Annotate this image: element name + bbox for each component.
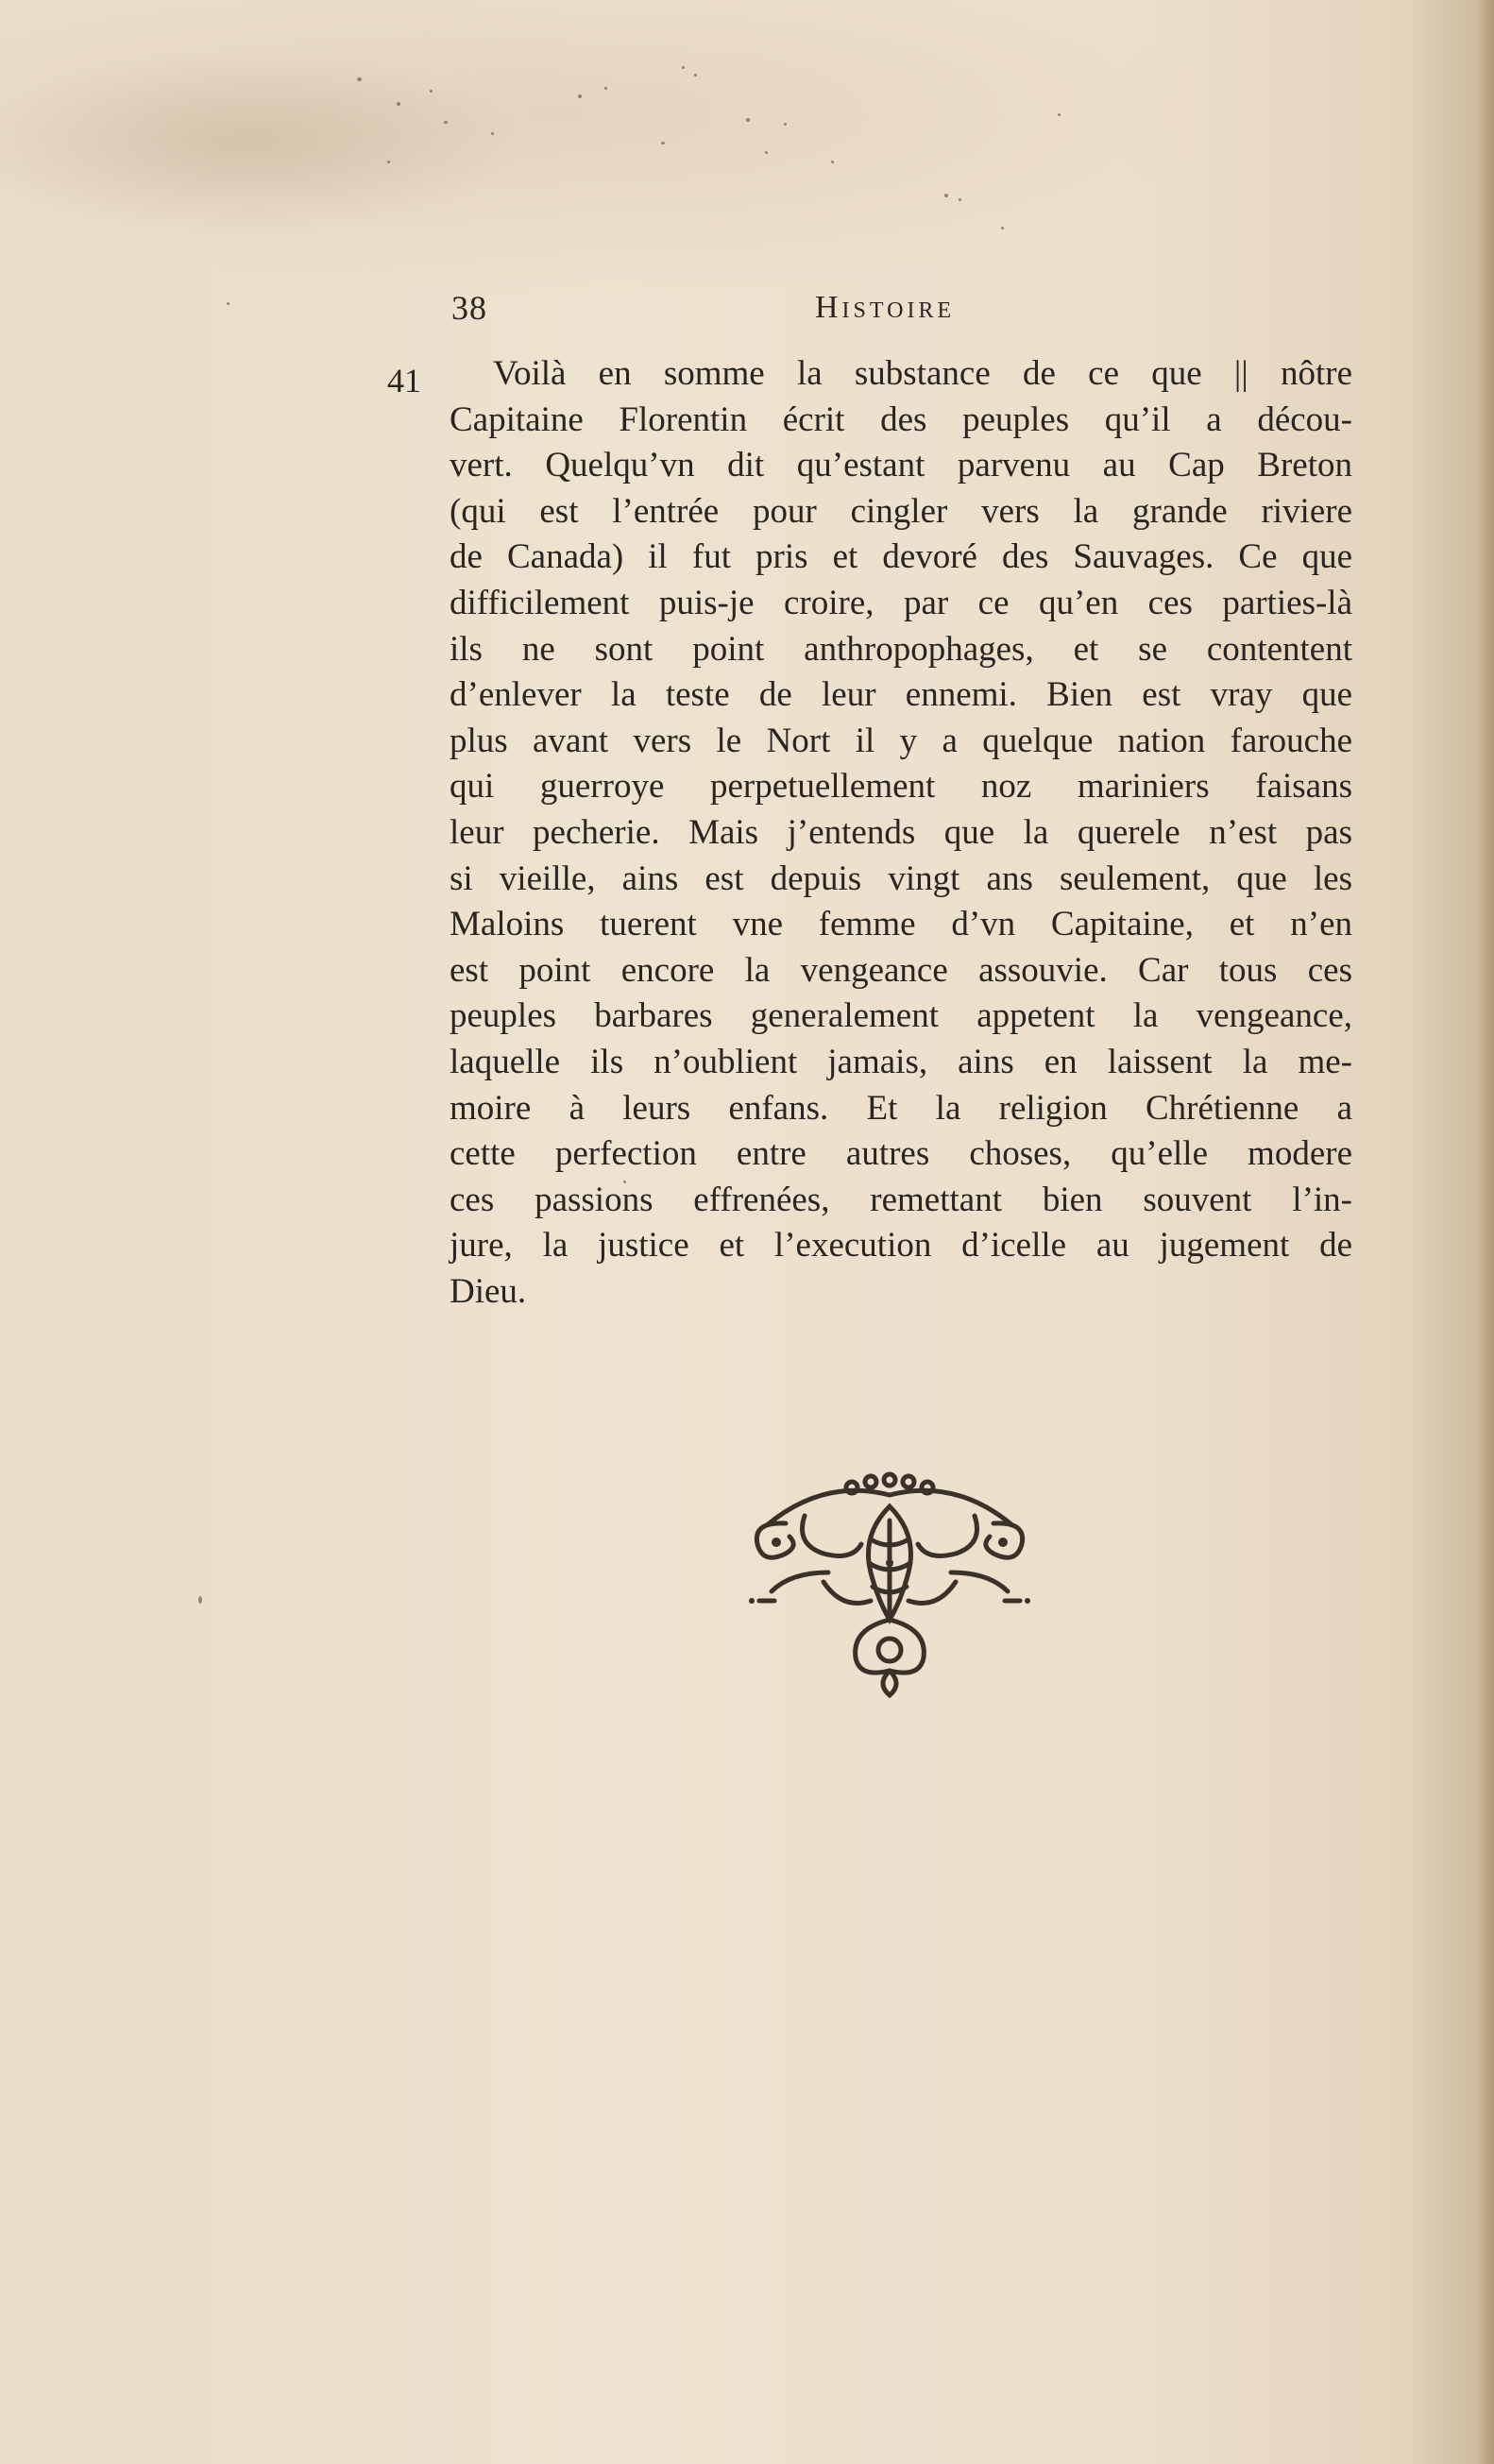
text-line: difficilement puis-je croire, par ce qu’en ces parties-là — [450, 583, 1352, 622]
text-line: ils ne sont point anthropophages, et se contentent — [450, 629, 1352, 669]
margin-note: 41 — [387, 362, 421, 399]
body-paragraph — [450, 351, 1352, 1315]
text-line: peuples barbares generalement appetent la vengeance, — [450, 996, 1352, 1036]
text-line: plus avant vers le Nort il y a quelque nation farouche — [450, 721, 1352, 760]
page-edge-shadow — [1477, 0, 1494, 2464]
text-line: ces passions effrenées, remettant bien souvent l’in- — [450, 1180, 1352, 1219]
text-line: moire à leurs enfans. Et la religion Chrétienne a — [450, 1088, 1352, 1128]
page-number: 38 — [451, 289, 487, 327]
text-line: cette perfection entre autres choses, qu’elle modere — [450, 1134, 1352, 1174]
text-line: qui guerroye perpetuellement noz mariniers faisans — [450, 767, 1352, 807]
text-line-last: Dieu. — [450, 1271, 527, 1311]
text-line: jure, la justice et l’execution d’icelle au jugement de — [450, 1226, 1352, 1266]
text-line: d’enlever la teste de leur ennemi. Bien est vray que — [450, 675, 1352, 715]
text-line: laquelle ils n’oublient jamais, ains en laissent la me- — [450, 1042, 1352, 1081]
text-line: si vieille, ains est depuis vingt ans seulement, que les — [450, 858, 1352, 898]
running-head — [451, 288, 999, 335]
text-line: de Canada) il fut pris et devoré des Sauvages. Ce que — [450, 537, 1352, 577]
ornament-graphic — [739, 1469, 1041, 1705]
text-line: leur pecherie. Mais j’entends que la querele n’est pas — [450, 812, 1352, 852]
text-line: vert. Quelqu’vn dit qu’estant parvenu au Cap Breton — [450, 446, 1352, 485]
running-title: Histoire — [815, 290, 956, 325]
floral-tailpiece-ornament-icon — [739, 1469, 1041, 1705]
text-line: Maloins tuerent vne femme d’vn Capitaine, et n’en — [450, 905, 1352, 944]
text-line: Voilà en somme la substance de ce que || nôtre — [493, 354, 1352, 393]
text-line: Capitaine Florentin écrit des peuples qu’il a décou- — [450, 399, 1352, 439]
text-line: est point encore la vengeance assouvie. Car tous ces — [450, 950, 1352, 990]
text-line: (qui est l’entrée pour cingler vers la grande riviere — [450, 491, 1352, 531]
